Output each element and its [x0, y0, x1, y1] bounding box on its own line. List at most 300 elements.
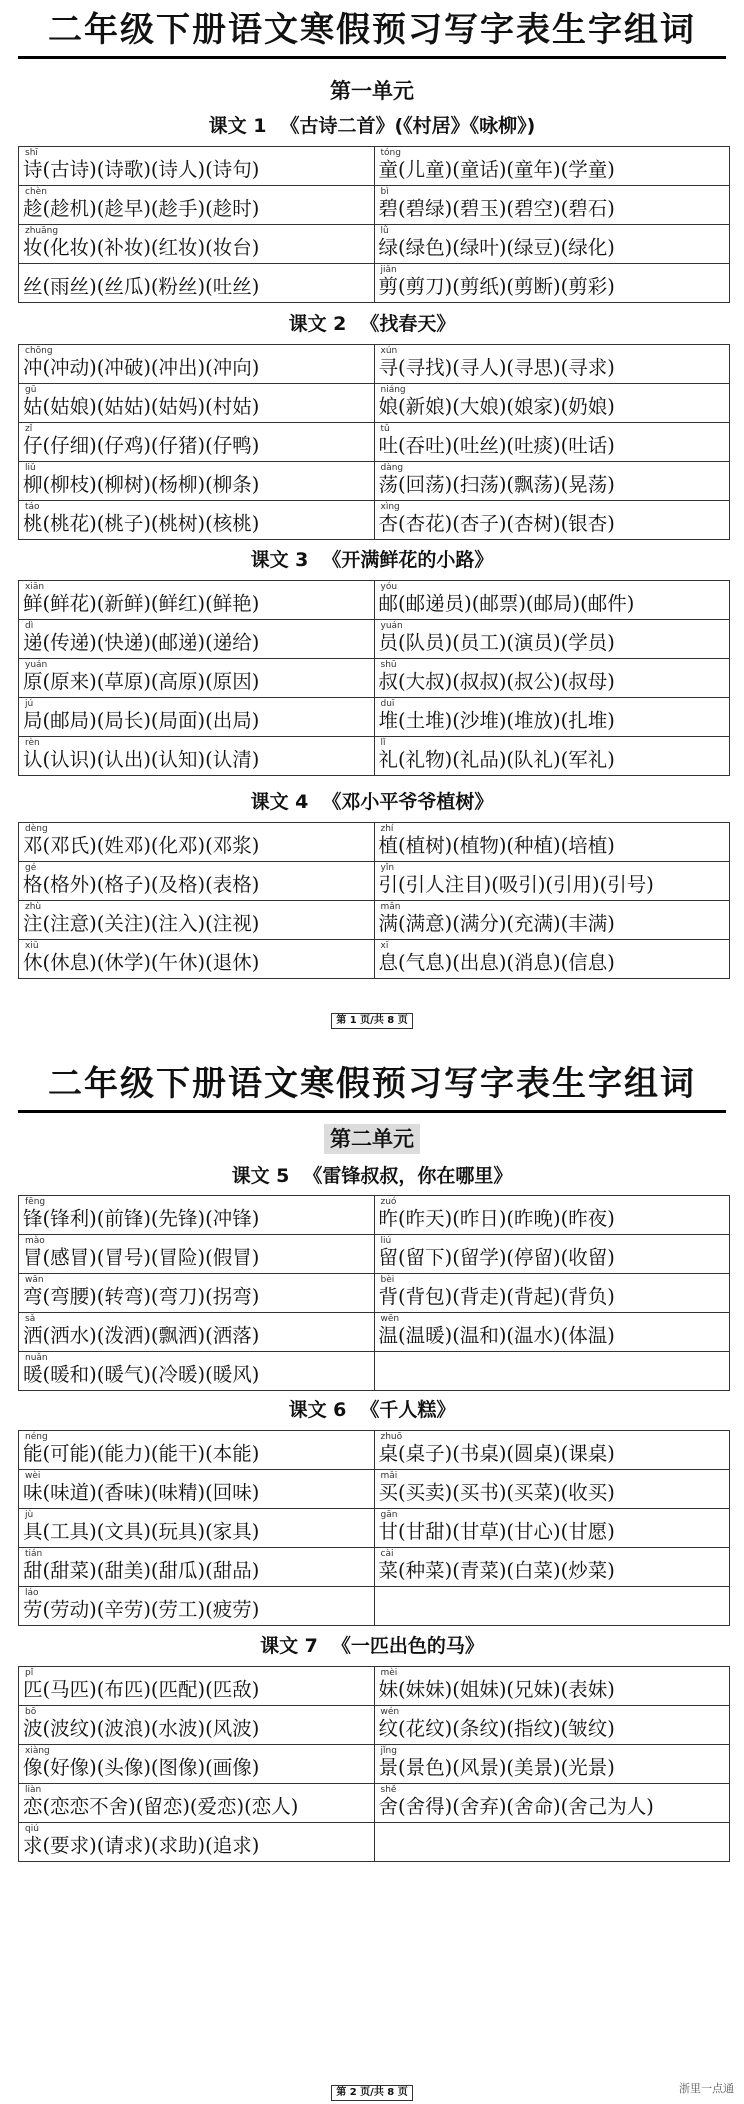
word-cell-content [379, 737, 726, 775]
table-row [19, 384, 730, 423]
table-row [19, 1274, 730, 1313]
word-table [18, 344, 730, 540]
character-words: 波(波纹)(波浪)(水波)(风波) [23, 1717, 260, 1740]
character-words: 恋(恋恋不舍)(留恋)(爱恋)(恋人) [23, 1795, 299, 1818]
word-cell-content [379, 225, 726, 263]
word-cell-content [379, 901, 726, 939]
table-row [19, 1235, 730, 1274]
lesson-name: 《邓小平爷爷植树》 [322, 791, 494, 813]
word-cell-content [23, 1509, 370, 1547]
word-cell-content [23, 737, 370, 775]
word-cell [374, 1667, 730, 1706]
word-cell-content [379, 186, 726, 224]
table-row [19, 1431, 730, 1470]
pinyin-label: zhí [380, 824, 394, 834]
word-cell-content [23, 186, 370, 224]
word-cell-content [23, 147, 370, 185]
word-cell [374, 1431, 730, 1470]
word-cell [19, 620, 375, 659]
word-cell [19, 901, 375, 940]
word-cell [374, 225, 730, 264]
pinyin-label: gān [380, 1510, 398, 1520]
pinyin-label: tǔ [380, 424, 390, 434]
word-cell [374, 1587, 730, 1626]
word-cell [19, 1431, 375, 1470]
word-cell-content [379, 1548, 726, 1586]
word-cell [374, 1274, 730, 1313]
table-row [19, 1352, 730, 1391]
page-title-text: 二年级下册语文寒假预习写字表生字组词 [48, 1064, 696, 1104]
character-words: 桌(桌子)(书桌)(圆桌)(课桌) [378, 1442, 615, 1465]
word-cell [374, 1470, 730, 1509]
unit-title-text: 第一单元 [330, 79, 414, 103]
word-table [18, 822, 730, 979]
word-cell [374, 1509, 730, 1548]
table-row [19, 1548, 730, 1587]
character-words: 舍(舍得)(舍弃)(舍命)(舍己为人) [378, 1795, 654, 1818]
pinyin-label: zhuō [380, 1432, 403, 1442]
character-words: 昨(昨天)(昨日)(昨晚)(昨夜) [378, 1207, 615, 1230]
word-cell-content [23, 423, 370, 461]
word-cell-content [23, 384, 370, 422]
word-cell-content [23, 1274, 370, 1312]
word-cell-content [23, 1706, 370, 1744]
worksheet-page-2 [0, 1030, 744, 2104]
pinyin-label: liǔ [25, 463, 36, 473]
word-cell [19, 581, 375, 620]
page-title [18, 10, 726, 50]
word-cell [374, 384, 730, 423]
pinyin-label: yóu [380, 582, 398, 592]
lesson-number: 课文 2 [288, 313, 347, 335]
character-words: 丝(雨丝)(丝瓜)(粉丝)(吐丝) [23, 275, 260, 298]
word-cell-content [379, 1509, 726, 1547]
lesson-title [0, 114, 744, 138]
pinyin-label: nuǎn [25, 1353, 48, 1363]
character-words: 吐(吞吐)(吐丝)(吐痰)(吐话) [378, 434, 615, 457]
table-row [19, 462, 730, 501]
table-row [19, 823, 730, 862]
lesson-number: 课文 5 [231, 1165, 290, 1187]
word-cell-content [23, 264, 370, 302]
character-words: 堆(土堆)(沙堆)(堆放)(扎堆) [378, 709, 615, 732]
table-row [19, 423, 730, 462]
table-row [19, 1823, 730, 1862]
word-cell-content [379, 1823, 726, 1861]
word-table [18, 146, 730, 303]
pinyin-label: bèi [380, 1275, 395, 1285]
word-cell [19, 462, 375, 501]
word-cell [19, 1706, 375, 1745]
word-cell-content [23, 581, 370, 619]
word-cell-content [23, 1470, 370, 1508]
pinyin-label: xiān [25, 582, 45, 592]
table-row [19, 147, 730, 186]
word-cell-content [379, 1667, 726, 1705]
character-words: 趁(趁机)(趁早)(趁手)(趁时) [23, 197, 260, 220]
word-cell-content [23, 620, 370, 658]
pinyin-label: yǐn [380, 863, 395, 873]
word-cell-content [23, 862, 370, 900]
word-cell [19, 1667, 375, 1706]
word-cell [374, 1352, 730, 1391]
character-words: 剪(剪刀)(剪纸)(剪断)(剪彩) [378, 275, 615, 298]
pinyin-label: zhuāng [25, 226, 59, 236]
lesson-title [0, 1634, 744, 1658]
word-cell [19, 264, 375, 303]
page-footer [0, 1008, 744, 1029]
character-words: 原(原来)(草原)(高原)(原因) [23, 670, 260, 693]
page-title-text: 二年级下册语文寒假预习写字表生字组词 [48, 10, 696, 50]
page-title [18, 1064, 726, 1104]
word-cell-content [23, 698, 370, 736]
word-cell-content [379, 698, 726, 736]
word-cell [19, 940, 375, 979]
pinyin-label: tóng [380, 148, 401, 158]
pinyin-label: zuó [380, 1197, 397, 1207]
word-cell-content [23, 345, 370, 383]
pinyin-label: mǎi [380, 1471, 398, 1481]
character-words: 鲜(鲜花)(新鲜)(鲜红)(鲜艳) [23, 592, 260, 615]
table-row [19, 1509, 730, 1548]
pinyin-label: jú [25, 699, 34, 709]
table-row [19, 501, 730, 540]
lesson-title [0, 1398, 744, 1422]
lesson-name: 《找春天》 [360, 313, 456, 335]
word-cell [374, 186, 730, 225]
pinyin-label: lǐ [380, 738, 386, 748]
word-cell-content [23, 225, 370, 263]
character-words: 桃(桃花)(桃子)(桃树)(核桃) [23, 512, 260, 535]
page-number: 第 2 页/共 8 页 [331, 2085, 413, 2101]
character-words: 劳(劳动)(辛劳)(劳工)(疲劳) [23, 1598, 260, 1621]
word-cell [19, 737, 375, 776]
page-footer [0, 2080, 744, 2101]
pinyin-label: láo [25, 1588, 39, 1598]
character-words: 具(工具)(文具)(玩具)(家具) [23, 1520, 260, 1543]
word-cell-content [23, 1235, 370, 1273]
character-words: 菜(种菜)(青菜)(白菜)(炒菜) [378, 1559, 615, 1582]
word-cell-content [379, 423, 726, 461]
pinyin-label: chōng [25, 346, 53, 356]
word-cell-content [379, 1313, 726, 1351]
lesson-name: 《一匹出色的马》 [331, 1635, 484, 1657]
word-cell-content [23, 1196, 370, 1234]
table-row [19, 737, 730, 776]
pinyin-label: mào [25, 1236, 45, 1246]
lesson-number: 课文 3 [250, 549, 309, 571]
table-row [19, 659, 730, 698]
table-row [19, 225, 730, 264]
word-cell [19, 1235, 375, 1274]
word-cell-content [379, 462, 726, 500]
character-words: 绿(绿色)(绿叶)(绿豆)(绿化) [378, 236, 615, 259]
word-cell [374, 659, 730, 698]
word-cell [374, 901, 730, 940]
word-cell-content [379, 1745, 726, 1783]
unit-title [0, 1124, 744, 1154]
character-words: 仔(仔细)(仔鸡)(仔猪)(仔鸭) [23, 434, 260, 457]
pinyin-label: bì [380, 187, 389, 197]
word-cell [19, 1352, 375, 1391]
character-words: 暖(暖和)(暖气)(冷暖)(暖风) [23, 1363, 260, 1386]
word-cell-content [23, 659, 370, 697]
pinyin-label: shī [25, 148, 38, 158]
word-cell [19, 423, 375, 462]
word-cell-content [379, 862, 726, 900]
word-cell-content [23, 501, 370, 539]
word-cell [374, 423, 730, 462]
word-cell-content [379, 1274, 726, 1312]
word-cell [374, 1823, 730, 1862]
title-underline [18, 56, 726, 59]
word-cell-content [23, 462, 370, 500]
lesson-number: 课文 4 [250, 791, 309, 813]
lesson-title [0, 1164, 744, 1188]
table-row [19, 1587, 730, 1626]
table-row [19, 862, 730, 901]
word-cell [374, 147, 730, 186]
word-cell [19, 1823, 375, 1862]
character-words: 甜(甜菜)(甜美)(甜瓜)(甜品) [23, 1559, 260, 1582]
character-words: 弯(弯腰)(转弯)(弯刀)(拐弯) [23, 1285, 260, 1308]
character-words: 买(买卖)(买书)(买菜)(收买) [378, 1481, 615, 1504]
pinyin-label: xìng [380, 502, 400, 512]
character-words: 妹(妹妹)(姐妹)(兄妹)(表妹) [378, 1678, 615, 1701]
character-words: 能(可能)(能力)(能干)(本能) [23, 1442, 260, 1465]
character-words: 杏(杏花)(杏子)(杏树)(银杏) [378, 512, 615, 535]
word-cell [19, 862, 375, 901]
character-words: 满(满意)(满分)(充满)(丰满) [378, 912, 615, 935]
lesson-title [0, 790, 744, 814]
word-cell [19, 823, 375, 862]
character-words: 柳(柳枝)(柳树)(杨柳)(柳条) [23, 473, 260, 496]
word-cell [374, 737, 730, 776]
pinyin-label: wēn [380, 1314, 400, 1324]
word-cell [374, 698, 730, 737]
word-cell [19, 659, 375, 698]
word-cell [374, 1784, 730, 1823]
pinyin-label: jǐng [380, 1746, 397, 1756]
lesson-name: 《开满鲜花的小路》 [322, 549, 494, 571]
pinyin-label: niáng [380, 385, 406, 395]
character-words: 注(注意)(关注)(注入)(注视) [23, 912, 260, 935]
character-words: 娘(新娘)(大娘)(娘家)(奶娘) [378, 395, 615, 418]
word-cell [19, 345, 375, 384]
word-cell-content [23, 1784, 370, 1822]
word-cell [19, 1470, 375, 1509]
table-row [19, 620, 730, 659]
word-cell-content [379, 264, 726, 302]
character-words: 纹(花纹)(条纹)(指纹)(皱纹) [378, 1717, 615, 1740]
character-words: 递(传递)(快递)(邮递)(递给) [23, 631, 260, 654]
pinyin-label: xún [380, 346, 398, 356]
word-cell [374, 1706, 730, 1745]
word-cell-content [379, 1352, 726, 1390]
character-words: 姑(姑娘)(姑姑)(姑妈)(村姑) [23, 395, 260, 418]
word-cell-content [379, 1431, 726, 1469]
pinyin-label: néng [25, 1432, 48, 1442]
character-words: 格(格外)(格子)(及格)(表格) [23, 873, 260, 896]
word-cell [19, 186, 375, 225]
pinyin-label: yuán [380, 621, 403, 631]
pinyin-label: liú [380, 1236, 392, 1246]
pinyin-label: tián [25, 1549, 43, 1559]
word-cell [19, 1509, 375, 1548]
word-cell-content [379, 147, 726, 185]
unit-title [0, 76, 744, 106]
pinyin-label: duī [380, 699, 395, 709]
word-cell-content [379, 1784, 726, 1822]
word-cell [19, 225, 375, 264]
word-cell-content [23, 1352, 370, 1390]
character-words: 认(认识)(认出)(认知)(认清) [23, 748, 260, 771]
pinyin-label: shě [380, 1785, 397, 1795]
word-cell-content [23, 1313, 370, 1351]
character-words: 求(要求)(请求)(求助)(追求) [23, 1834, 260, 1857]
lesson-name: 《雷锋叔叔，你在哪里》 [303, 1165, 513, 1187]
character-words: 温(温暖)(温和)(温水)(体温) [378, 1324, 615, 1347]
word-cell [374, 264, 730, 303]
word-cell-content [379, 1587, 726, 1625]
character-words: 邮(邮递员)(邮票)(邮局)(邮件) [378, 592, 635, 615]
pinyin-label: qiú [25, 1824, 39, 1834]
word-cell [374, 462, 730, 501]
table-row [19, 1470, 730, 1509]
word-cell [19, 1196, 375, 1235]
word-cell [19, 384, 375, 423]
word-cell [19, 147, 375, 186]
word-cell [374, 823, 730, 862]
pinyin-label: zǐ [25, 424, 33, 434]
word-table [18, 580, 730, 776]
word-cell-content [379, 1470, 726, 1508]
pinyin-label: dèng [25, 824, 48, 834]
word-cell [374, 1313, 730, 1352]
word-cell [19, 1313, 375, 1352]
lesson-name: 《古诗二首》(《村居》《咏柳》) [280, 115, 536, 137]
pinyin-label: mèi [380, 1668, 398, 1678]
lesson-number: 课文 6 [288, 1399, 347, 1421]
character-words: 冲(冲动)(冲破)(冲出)(冲向) [23, 356, 260, 379]
table-row [19, 1667, 730, 1706]
pinyin-label: chèn [25, 187, 47, 197]
character-words: 邓(邓氏)(姓邓)(化邓)(邓浆) [23, 834, 260, 857]
pinyin-label: mǎn [380, 902, 401, 912]
word-cell-content [23, 1587, 370, 1625]
pinyin-label: jiǎn [380, 265, 397, 275]
pinyin-label: táo [25, 502, 40, 512]
word-table [18, 1195, 730, 1391]
word-table [18, 1666, 730, 1862]
character-words: 叔(大叔)(叔叔)(叔公)(叔母) [378, 670, 615, 693]
word-cell-content [23, 901, 370, 939]
word-cell [19, 1274, 375, 1313]
word-cell [19, 1587, 375, 1626]
pinyin-label: pǐ [25, 1668, 34, 1678]
character-words: 背(背包)(背走)(背起)(背负) [378, 1285, 615, 1308]
lesson-number: 课文 7 [260, 1635, 318, 1657]
word-cell-content [23, 1548, 370, 1586]
word-cell-content [23, 1745, 370, 1783]
page-number: 第 1 页/共 8 页 [331, 1013, 413, 1029]
character-words: 景(景色)(风景)(美景)(光景) [378, 1756, 615, 1779]
table-row [19, 698, 730, 737]
lesson-number: 课文 1 [208, 115, 267, 137]
character-words: 味(味道)(香味)(味精)(回味) [23, 1481, 260, 1504]
character-words: 寻(寻找)(寻人)(寻思)(寻求) [378, 356, 615, 379]
word-cell [19, 698, 375, 737]
pinyin-label: cài [380, 1549, 394, 1559]
character-words: 植(植树)(植物)(种植)(培植) [378, 834, 615, 857]
pinyin-label: dì [25, 621, 34, 631]
lesson-title [0, 312, 744, 336]
word-cell-content [379, 823, 726, 861]
word-cell [19, 1548, 375, 1587]
pinyin-label: xiū [25, 941, 39, 951]
pinyin-label: bō [25, 1707, 37, 1717]
word-cell-content [23, 1823, 370, 1861]
table-row [19, 1784, 730, 1823]
table-row [19, 1313, 730, 1352]
worksheet-page-1 [0, 0, 744, 1030]
pinyin-label: lǜ [380, 226, 389, 236]
word-cell-content [379, 581, 726, 619]
word-cell-content [379, 345, 726, 383]
lesson-name: 《千人糕》 [360, 1399, 456, 1421]
pinyin-label: wén [380, 1707, 400, 1717]
character-words: 童(儿童)(童话)(童年)(学童) [378, 158, 615, 181]
word-cell-content [379, 384, 726, 422]
word-cell [374, 581, 730, 620]
pinyin-label: jù [25, 1510, 34, 1520]
character-words: 员(队员)(员工)(演员)(学员) [378, 631, 615, 654]
word-cell [374, 862, 730, 901]
word-cell [374, 940, 730, 979]
word-cell [19, 501, 375, 540]
table-row [19, 581, 730, 620]
table-row [19, 345, 730, 384]
word-table [18, 1430, 730, 1626]
table-row [19, 1745, 730, 1784]
table-row [19, 1706, 730, 1745]
character-words: 冒(感冒)(冒号)(冒险)(假冒) [23, 1246, 260, 1269]
character-words: 妆(化妆)(补妆)(红妆)(妆台) [23, 236, 260, 259]
character-words: 留(留下)(留学)(停留)(收留) [378, 1246, 615, 1269]
table-row [19, 901, 730, 940]
table-row [19, 186, 730, 225]
word-cell [374, 620, 730, 659]
word-cell-content [23, 1667, 370, 1705]
word-cell-content [23, 1431, 370, 1469]
pinyin-label: rèn [25, 738, 40, 748]
word-cell-content [379, 1196, 726, 1234]
pinyin-label: yuán [25, 660, 48, 670]
table-row [19, 940, 730, 979]
table-row [19, 264, 730, 303]
pinyin-label: liàn [25, 1785, 42, 1795]
character-words: 锋(锋利)(前锋)(先锋)(冲锋) [23, 1207, 260, 1230]
pinyin-label: wèi [25, 1471, 41, 1481]
character-words: 荡(回荡)(扫荡)(飘荡)(晃荡) [378, 473, 615, 496]
character-words: 碧(碧绿)(碧玉)(碧空)(碧石) [378, 197, 615, 220]
pinyin-label: shū [380, 660, 397, 670]
word-cell [374, 1548, 730, 1587]
word-cell [374, 345, 730, 384]
pinyin-label: xiàng [25, 1746, 50, 1756]
word-cell-content [379, 940, 726, 978]
pinyin-label: xī [380, 941, 389, 951]
